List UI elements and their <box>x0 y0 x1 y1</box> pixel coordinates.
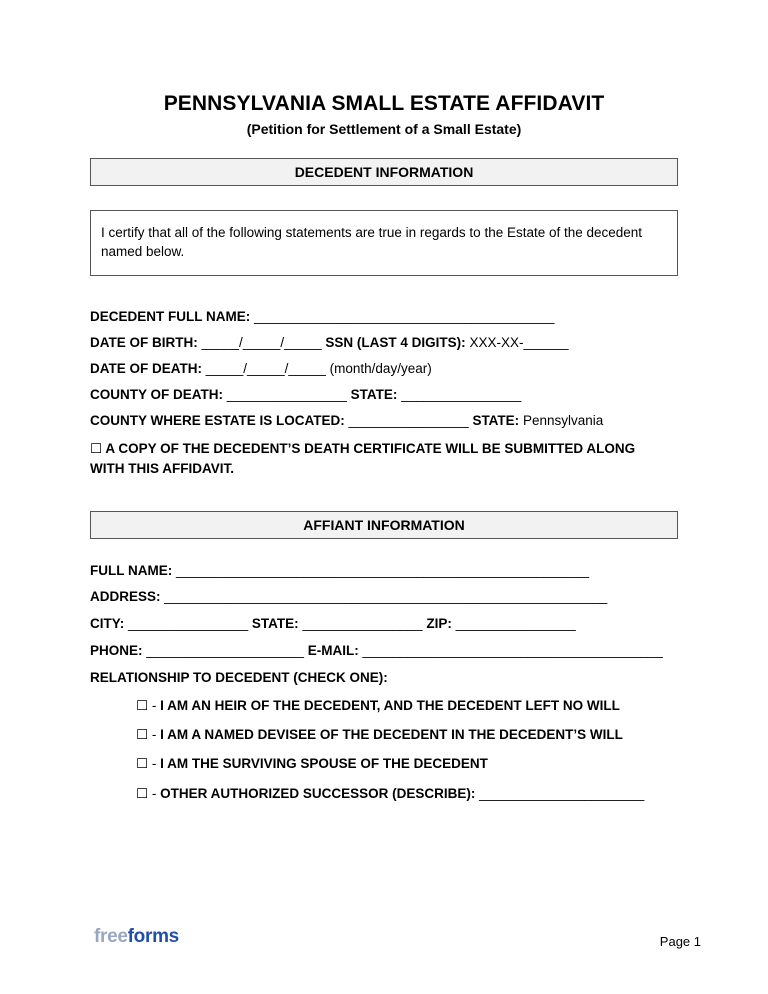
logo-forms-text: forms <box>127 926 179 947</box>
death-state-field[interactable]: ________________ <box>401 387 522 402</box>
estate-state-value: Pennsylvania <box>522 413 604 428</box>
address-field[interactable]: ___________________________________________________________ <box>164 589 608 604</box>
death-certificate-row <box>90 439 670 479</box>
death-state-label: STATE: <box>350 387 398 402</box>
address-row <box>90 589 607 604</box>
certification-box: I certify that all of the following statements are true in regards to the Estate of the decedent named below. <box>90 210 678 276</box>
affiant-state-field[interactable]: ________________ <box>302 616 423 631</box>
phone-email-row <box>90 643 663 658</box>
other-checkbox[interactable]: ☐ <box>136 786 149 801</box>
phone-label: PHONE: <box>90 643 143 658</box>
freeforms-logo <box>94 926 179 948</box>
city-state-zip-row <box>90 616 576 631</box>
relationship-option-spouse <box>136 756 488 772</box>
county-of-death-field[interactable]: ________________ <box>226 387 347 402</box>
death-certificate-checkbox[interactable]: ☐ <box>90 441 103 456</box>
county-estate-row <box>90 413 603 428</box>
zip-field[interactable]: ________________ <box>455 616 576 631</box>
decedent-full-name-label: DECEDENT FULL NAME: <box>90 309 251 324</box>
email-field[interactable]: ________________________________________ <box>362 643 663 658</box>
decedent-full-name-row <box>90 309 554 324</box>
other-describe-field[interactable]: ______________________ <box>479 786 645 801</box>
dod-field[interactable]: _____/_____/_____ <box>205 361 326 376</box>
logo-free-text: free <box>94 926 128 947</box>
other-option-text: OTHER AUTHORIZED SUCCESSOR (DESCRIBE): <box>160 786 476 801</box>
city-label: CITY: <box>90 616 125 631</box>
dob-field[interactable]: _____/_____/_____ <box>201 335 322 350</box>
county-of-death-label: COUNTY OF DEATH: <box>90 387 223 402</box>
decedent-section-header: DECEDENT INFORMATION <box>90 158 678 186</box>
dob-label: DATE OF BIRTH: <box>90 335 198 350</box>
zip-label: ZIP: <box>426 616 452 631</box>
relationship-option-heir <box>136 698 620 714</box>
estate-state-label: STATE: <box>472 413 520 428</box>
dod-label: DATE OF DEATH: <box>90 361 202 376</box>
ssn-label: SSN (LAST 4 DIGITS): <box>325 335 466 350</box>
affiant-section-header: AFFIANT INFORMATION <box>90 511 678 539</box>
affiant-state-label: STATE: <box>251 616 299 631</box>
decedent-full-name-field[interactable]: ________________________________________ <box>254 309 555 324</box>
ssn-field[interactable]: XXX-XX-______ <box>469 335 569 350</box>
email-label: E-MAIL: <box>307 643 359 658</box>
devisee-option-text: I AM A NAMED DEVISEE OF THE DECEDENT IN THE DECEDENT’S WILL <box>160 727 623 742</box>
option-dash: - <box>148 786 161 801</box>
affiant-full-name-label: FULL NAME: <box>90 563 173 578</box>
city-field[interactable]: ________________ <box>128 616 249 631</box>
county-estate-field[interactable]: ________________ <box>348 413 469 428</box>
spouse-checkbox[interactable]: ☐ <box>136 756 149 771</box>
heir-checkbox[interactable]: ☐ <box>136 698 149 713</box>
address-label: ADDRESS: <box>90 589 161 604</box>
dob-ssn-row <box>90 335 569 350</box>
dod-hint: (month/day/year) <box>329 361 432 376</box>
option-dash: - <box>148 727 161 742</box>
page-subtitle: (Petition for Settlement of a Small Estate) <box>246 121 522 137</box>
county-of-death-row <box>90 387 521 402</box>
affiant-full-name-row <box>90 563 589 578</box>
affiant-full-name-field[interactable]: _______________________________________________________ <box>176 563 589 578</box>
relationship-option-devisee <box>136 727 623 743</box>
heir-option-text: I AM AN HEIR OF THE DECEDENT, AND THE DECEDENT LEFT NO WILL <box>160 698 620 713</box>
page-title: PENNSYLVANIA SMALL ESTATE AFFIDAVIT <box>163 92 605 115</box>
spouse-option-text: I AM THE SURVIVING SPOUSE OF THE DECEDENT <box>160 756 488 771</box>
option-dash: - <box>148 756 161 771</box>
phone-field[interactable]: _____________________ <box>146 643 304 658</box>
county-estate-label: COUNTY WHERE ESTATE IS LOCATED: <box>90 413 345 428</box>
page-number: Page 1 <box>659 934 701 949</box>
option-dash: - <box>148 698 161 713</box>
devisee-checkbox[interactable]: ☐ <box>136 727 149 742</box>
relationship-option-other <box>136 786 644 802</box>
relationship-label: RELATIONSHIP TO DECEDENT (CHECK ONE): <box>90 670 388 685</box>
death-certificate-text: A COPY OF THE DECEDENT’S DEATH CERTIFICATE WILL BE SUBMITTED ALONG WITH THIS AFFIDAVIT. <box>90 441 636 476</box>
dod-row <box>90 361 432 376</box>
